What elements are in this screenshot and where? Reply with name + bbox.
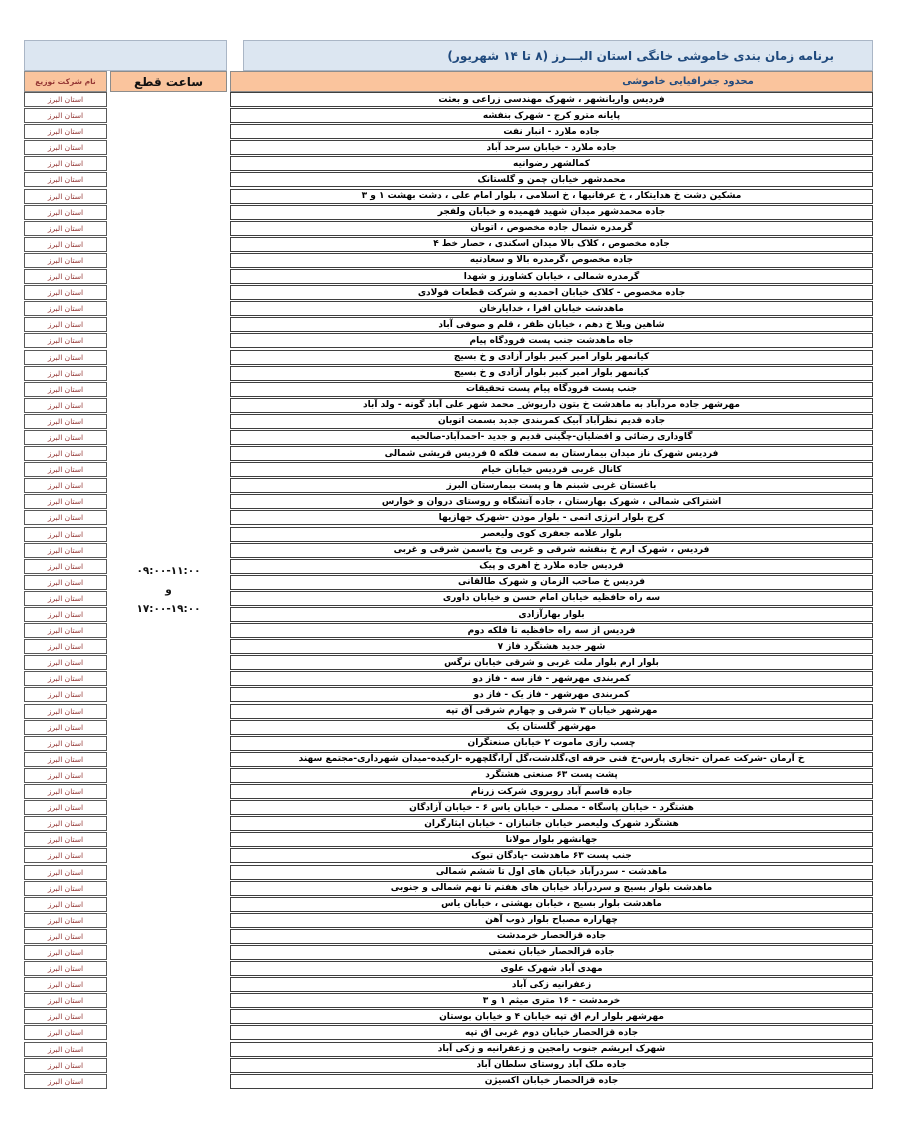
table-row [230, 398, 873, 413]
company-row [24, 92, 107, 107]
company-row [24, 1074, 107, 1089]
table-row [230, 414, 873, 429]
table-row [230, 865, 873, 880]
table-row [230, 752, 873, 767]
company-name-text: استان البرز [47, 658, 84, 668]
company-name-text: استان البرز [47, 336, 84, 346]
company-row [24, 172, 107, 187]
company-row [24, 816, 107, 831]
table-row [230, 527, 873, 542]
outage-area-text: ماهدشت خیابان افرا ، خدایارخان [479, 303, 624, 314]
company-name-text: استان البرز [47, 159, 84, 169]
table-row [230, 446, 873, 461]
company-name-text: استان البرز [47, 867, 84, 877]
table-row [230, 510, 873, 525]
outage-area-text: مهرشهر گلستان یک [506, 722, 597, 733]
outage-area-text: فردیس شهرک ناز میدان بیمارستان به سمت فلکه ۵ فردیس قریشی شمالی [384, 448, 719, 459]
table-row [230, 301, 873, 316]
company-name-text: استان البرز [47, 577, 84, 587]
company-row [24, 832, 107, 847]
company-row [24, 993, 107, 1008]
outage-area-text: جاده قدیم نظرآباد آبیک کمربندی جدید بسمت اتوبان [437, 416, 666, 427]
column-header-area [230, 71, 873, 92]
company-name-text: استان البرز [47, 207, 84, 217]
company-name-text: استان البرز [47, 980, 84, 990]
company-row [24, 221, 107, 236]
company-list [24, 92, 107, 1089]
outage-area-text: جاده مخصوص - کلاک خیابان احمدیه و شرکت قطعات فولادی [417, 287, 686, 298]
company-row [24, 237, 107, 252]
company-name-text: استان البرز [47, 449, 84, 459]
table-row [230, 140, 873, 155]
company-name-text: استان البرز [47, 223, 84, 233]
table-row [230, 929, 873, 944]
company-row [24, 1009, 107, 1024]
company-name-text: استان البرز [47, 127, 84, 137]
company-row [24, 961, 107, 976]
company-row [24, 366, 107, 381]
company-name-text: استان البرز [47, 593, 84, 603]
company-row [24, 140, 107, 155]
outage-area-text: فردیس خ صاحب الزمان و شهرک طالقانی [457, 577, 646, 588]
outage-area-text: خرمدشت - ۱۶ متری میثم ۱ و ۳ [482, 995, 621, 1006]
outage-area-text: جنب پست ۶۳ ماهدشت -پادگان تبوک [471, 850, 632, 861]
column-header-outage-time: ساعت قطع [110, 71, 227, 92]
company-name-text: استان البرز [47, 320, 84, 330]
table-row [230, 671, 873, 686]
company-name-text: استان البرز [47, 352, 84, 362]
outage-area-text: بلوار علامه جعفری کوی ولیعصر [481, 529, 622, 540]
company-name-text: استان البرز [47, 1044, 84, 1054]
outage-area-text: فردیس جاده ملارد خ اهری و پیک [479, 561, 624, 572]
company-name-text: استان البرز [47, 143, 84, 153]
outage-area-text: پایانه مترو کرج - شهرک بنفشه [482, 110, 621, 121]
company-row [24, 687, 107, 702]
company-name-text: استان البرز [47, 497, 84, 507]
outage-area-text: کیانمهر بلوار امیر کبیر بلوار آزادی و خ بسیج [453, 368, 650, 379]
outage-area-text: مهدی آباد شهرک علوی [500, 963, 603, 974]
company-name-text: استان البرز [47, 626, 84, 636]
company-row [24, 446, 107, 461]
outage-time-evening: ۱۷:۰۰-۱۹:۰۰ [136, 603, 201, 615]
company-row [24, 124, 107, 139]
column-header-company: نام شرکت توزیع [24, 71, 107, 92]
outage-area-text: جاده قزالحصار خیابان نعمتی [488, 947, 615, 958]
company-row [24, 1058, 107, 1073]
company-row [24, 253, 107, 268]
company-name-text: استان البرز [47, 690, 84, 700]
company-row [24, 623, 107, 638]
table-row [230, 382, 873, 397]
table-row [230, 366, 873, 381]
outage-area-text: جاده قزالحصار خرمدشت [496, 931, 607, 942]
outage-area-text: فردیس واریانشهر ، شهرک مهندسی زراعی و بعثت [438, 94, 665, 105]
table-row [230, 317, 873, 332]
outage-area-text: جهانشهر بلوار مولانا [505, 834, 598, 845]
company-row [24, 543, 107, 558]
table-row [230, 655, 873, 670]
company-name-text: استان البرز [47, 803, 84, 813]
company-name-text: استان البرز [47, 191, 84, 201]
outage-area-text: مهرشهر خیابان ۳ شرقی و چهارم شرقی آق تپه [445, 706, 658, 717]
title-cell-right-empty [24, 40, 227, 71]
outage-area-text: باغستان غربی شبنم ها و پست بیمارستان البرز [446, 480, 657, 491]
table-row [230, 736, 873, 751]
table-row [230, 285, 873, 300]
table-row [230, 704, 873, 719]
company-name-text: استان البرز [47, 642, 84, 652]
table-row [230, 1074, 873, 1089]
company-name-text: استان البرز [47, 513, 84, 523]
table-row [230, 993, 873, 1008]
table-row [230, 156, 873, 171]
table-row [230, 237, 873, 252]
outage-area-text: گاوداری رضائی و افضلیان-چگینی قدیم و جدید -احمدآباد-صالحیه [410, 432, 693, 443]
company-row [24, 269, 107, 284]
company-row [24, 527, 107, 542]
column-header-area-label: محدود جغرافیایی خاموشی [622, 76, 754, 87]
company-name-text: استان البرز [47, 432, 84, 442]
outage-area-text: گرمدره شمال جاده مخصوص ، اتوبان [470, 223, 633, 234]
outage-area-text: کمربندی مهرشهر - فاز یک - فاز دو [473, 689, 630, 700]
company-name-text: استان البرز [47, 835, 84, 845]
outage-time-morning: ۰۹:۰۰-۱۱:۰۰ [136, 565, 201, 577]
company-row [24, 720, 107, 735]
outage-area-text: پشت پست ۶۳ صنعتی هشتگرد [485, 770, 618, 781]
company-row [24, 285, 107, 300]
company-row [24, 333, 107, 348]
company-row [24, 848, 107, 863]
table-row [230, 430, 873, 445]
company-row [24, 189, 107, 204]
title-cell [243, 40, 873, 71]
outage-area-text: چسب رازی ماموت ۲ خیابان صنعتگران [467, 738, 636, 749]
outage-area-text: اشتراکی شمالی ، شهرک بهارستان ، جاده آتشگاه و روستای دروان و خوارس [381, 496, 722, 507]
company-row [24, 881, 107, 896]
table-row [230, 189, 873, 204]
company-row [24, 430, 107, 445]
company-name-text: استان البرز [47, 481, 84, 491]
company-name-text: استان البرز [47, 175, 84, 185]
company-name-text: استان البرز [47, 851, 84, 861]
company-name-text: استان البرز [47, 819, 84, 829]
outage-areas-list [230, 92, 873, 1089]
table-row [230, 913, 873, 928]
company-row [24, 350, 107, 365]
company-name-text: استان البرز [47, 674, 84, 684]
company-name-text: استان البرز [47, 722, 84, 732]
outage-area-text: خ آرمان -شرکت عمران -تجاری پارس-خ فنی حرفه ای،گلدشت،گل آرا،گلچهره -ارکیده-میدان شهرداری-مجتمع سهند [298, 754, 805, 765]
page-title: برنامه زمان بندی خاموشی خانگی استان البـــرز (۸ تا ۱۴ شهریور) [447, 48, 834, 63]
outage-area-text: گرمدره شمالی ، خیابان کشاورز و شهدا [463, 271, 640, 282]
company-row [24, 559, 107, 574]
outage-area-text: مهرشهر جاده مردآباد به ماهدشت خ بتون داریوش_ محمد شهر علی آباد گونه - ولد آباد [363, 400, 741, 411]
company-row [24, 800, 107, 815]
table-row [230, 1009, 873, 1024]
outage-area-text: ماهدشت بلوار بسیج ، خیابان بهشتی ، خیابان یاس [441, 899, 662, 910]
company-name-text: استان البرز [47, 996, 84, 1006]
company-name-text: استان البرز [47, 255, 84, 265]
company-name-text: استان البرز [47, 545, 84, 555]
company-row [24, 156, 107, 171]
company-name-text: استان البرز [47, 384, 84, 394]
company-row [24, 865, 107, 880]
company-name-text: استان البرز [47, 1028, 84, 1038]
outage-area-text: فردیس ، شهرک ارم خ بنفشه شرقی و غربی وخ یاسمن شرقی و غربی [393, 545, 710, 556]
outage-area-text: مشکین دشت خ هدایتکار ، خ عرفانیها ، خ اسلامی ، بلوار امام علی ، دشت بهشت ۱ و ۳ [361, 191, 742, 202]
table-row [230, 1042, 873, 1057]
company-name-text: استان البرز [47, 400, 84, 410]
company-name-text: استان البرز [47, 706, 84, 716]
table-row [230, 1025, 873, 1040]
company-name-text: استان البرز [47, 529, 84, 539]
table-row [230, 108, 873, 123]
table-row [230, 607, 873, 622]
company-row [24, 913, 107, 928]
company-name-text: استان البرز [47, 111, 84, 121]
company-row [24, 494, 107, 509]
company-name-text: استان البرز [47, 416, 84, 426]
table-row [230, 800, 873, 815]
outage-area-text: سه راه حافظیه خیابان امام حسن و خیابان داوری [442, 593, 661, 604]
company-row [24, 1042, 107, 1057]
company-row [24, 704, 107, 719]
company-name-text: استان البرز [47, 770, 84, 780]
company-row [24, 977, 107, 992]
company-row [24, 768, 107, 783]
company-row [24, 414, 107, 429]
table-row [230, 816, 873, 831]
company-name-text: استان البرز [47, 883, 84, 893]
company-name-text: استان البرز [47, 368, 84, 378]
outage-area-text: ماهدشت بلوار بسیج و سردرآباد خیابان های هفتم تا نهم شمالی و جنوبی [390, 883, 713, 894]
table-row [230, 639, 873, 654]
table-row [230, 591, 873, 606]
company-row [24, 108, 107, 123]
company-name-text: استان البرز [47, 1012, 84, 1022]
company-row [24, 478, 107, 493]
company-row [24, 398, 107, 413]
outage-area-text: کمربندی مهرشهر - فاز سه - فاز دو [472, 673, 631, 684]
outage-area-text: جاده مخصوص ، کلاک بالا میدان اسکندی ، حصار خط ۴ [433, 239, 670, 250]
table-row [230, 1058, 873, 1073]
table-row [230, 172, 873, 187]
outage-area-text: جاده ملارد - خیابان سرحد آباد [486, 142, 617, 153]
outage-area-text: کیانمهر بلوار امیر کبیر بلوار آزادی و خ بسیج [453, 352, 650, 362]
company-row [24, 607, 107, 622]
company-name-text: استان البرز [47, 738, 84, 748]
company-name-text: استان البرز [47, 239, 84, 249]
company-name-text: استان البرز [47, 964, 84, 974]
table-row [230, 961, 873, 976]
company-row [24, 655, 107, 670]
outage-area-text: کانال غربی فردیس خیابان خیام [481, 464, 622, 475]
table-row [230, 478, 873, 493]
outage-area-text: کمالشهر رضوانیه [513, 158, 590, 169]
company-name-text: استان البرز [47, 754, 84, 764]
table-row [230, 848, 873, 863]
company-row [24, 382, 107, 397]
company-name-text: استان البرز [47, 1060, 84, 1070]
table-row [230, 720, 873, 735]
table-row [230, 333, 873, 348]
outage-area-text: جاده مخصوص ،گرمدره بالا و سعادتیه [469, 255, 634, 266]
outage-area-text: فردیس از سه راه حافظیه تا فلکه دوم [467, 625, 636, 636]
outage-area-text: جنب پست فرودگاه پیام پست تحقیقات [465, 384, 638, 395]
company-row [24, 301, 107, 316]
company-row [24, 671, 107, 686]
outage-area-text: ماهدشت - سردرآباد خیابان های اول تا ششم شمالی [435, 867, 668, 877]
outage-area-text: کرج بلوار انرژی اتمی - بلوار موذن -شهرک جهازیها [438, 512, 665, 523]
company-row [24, 897, 107, 912]
company-name-text: استان البرز [47, 947, 84, 957]
table-row [230, 897, 873, 912]
table-row [230, 221, 873, 236]
company-row [24, 639, 107, 654]
table-row [230, 945, 873, 960]
table-row [230, 977, 873, 992]
outage-time-cell [110, 92, 227, 1089]
table-row [230, 687, 873, 702]
company-name-text: استان البرز [47, 899, 84, 909]
company-row [24, 317, 107, 332]
outage-area-text: هشتگرد - خیابان پاسگاه - مصلی - خیابان یاس ۶ - خیابان آزادگان [409, 802, 694, 813]
table-row [230, 881, 873, 896]
company-row [24, 1025, 107, 1040]
outage-area-text: هشتگرد شهرک ولیعصر خیابان جانبازان - خیابان ایثارگران [424, 818, 679, 829]
table-row [230, 253, 873, 268]
company-row [24, 462, 107, 477]
outage-time-value [136, 562, 200, 619]
table-row [230, 784, 873, 799]
table-row [230, 205, 873, 220]
table-row [230, 124, 873, 139]
outage-area-text: جاده ملک آباد روستای سلطان آباد [476, 1060, 627, 1071]
outage-area-text: جاده محمدشهر میدان شهید فهمیده و خیابان ولفجر [437, 207, 666, 218]
outage-area-text: جاده قزالحصار خیابان اکسیژن [484, 1076, 619, 1087]
company-name-text: استان البرز [47, 915, 84, 925]
company-row [24, 205, 107, 220]
company-name-text: استان البرز [47, 787, 84, 797]
outage-area-text: جاده ملارد - انبار نفت [503, 126, 600, 137]
company-name-text: استان البرز [47, 465, 84, 475]
table-row [230, 494, 873, 509]
company-name-text: استان البرز [47, 95, 84, 104]
company-name-text: استان البرز [47, 304, 84, 314]
table-row [230, 575, 873, 590]
company-row [24, 945, 107, 960]
company-name-text: استان البرز [47, 288, 84, 298]
table-row [230, 350, 873, 365]
company-row [24, 752, 107, 767]
outage-area-text: جاده قاسم آباد روبروی شرکت زرنام [470, 786, 633, 797]
table-row [230, 462, 873, 477]
outage-area-text: محمدشهر خیابان چمن و گلستانک [477, 174, 626, 185]
company-name-text: استان البرز [47, 610, 84, 619]
outage-area-text: جاده قزالحصار خیابان دوم غربی اق تپه [464, 1027, 639, 1038]
company-name-text: استان البرز [47, 931, 84, 941]
outage-area-text: بلوار ارم بلوار ملت غربی و شرقی خیابان نرگس [444, 657, 659, 668]
outage-area-text: زعفرانیه زکی آباد [511, 979, 592, 990]
table-row [230, 269, 873, 284]
table-row [230, 559, 873, 574]
table-row [230, 832, 873, 847]
table-row [230, 768, 873, 783]
outage-time-conjunction: و [165, 584, 172, 596]
company-row [24, 784, 107, 799]
company-row [24, 591, 107, 606]
outage-area-text: بلوار بهارآزادی [518, 609, 585, 620]
company-name-text: استان البرز [47, 272, 84, 282]
table-row [230, 623, 873, 638]
outage-area-text: شاهین ویلا خ دهم ، خیابان ظفر ، قلم و صوفی آباد [438, 319, 665, 330]
outage-area-text: شهر جدید هشتگرد فاز ۷ [497, 641, 606, 652]
company-name-text: استان البرز [47, 561, 84, 571]
company-row [24, 929, 107, 944]
outage-area-text: شهرک ابریشم جنوب رامجین و زعفرانیه و زکی آباد [437, 1044, 666, 1055]
company-name-text: استان البرز [47, 1076, 84, 1086]
table-row [230, 92, 873, 107]
company-row [24, 736, 107, 751]
outage-area-text: مهرشهر بلوار ارم اق تپه خیابان ۴ و خیابان بوستان [439, 1011, 664, 1022]
outage-area-text: جاه ماهدشت جنب پست فرودگاه پیام [469, 335, 634, 346]
outage-area-text: چهاراره مصباح بلوار ذوب آهن [485, 915, 618, 926]
company-row [24, 510, 107, 525]
company-row [24, 575, 107, 590]
table-row [230, 543, 873, 558]
